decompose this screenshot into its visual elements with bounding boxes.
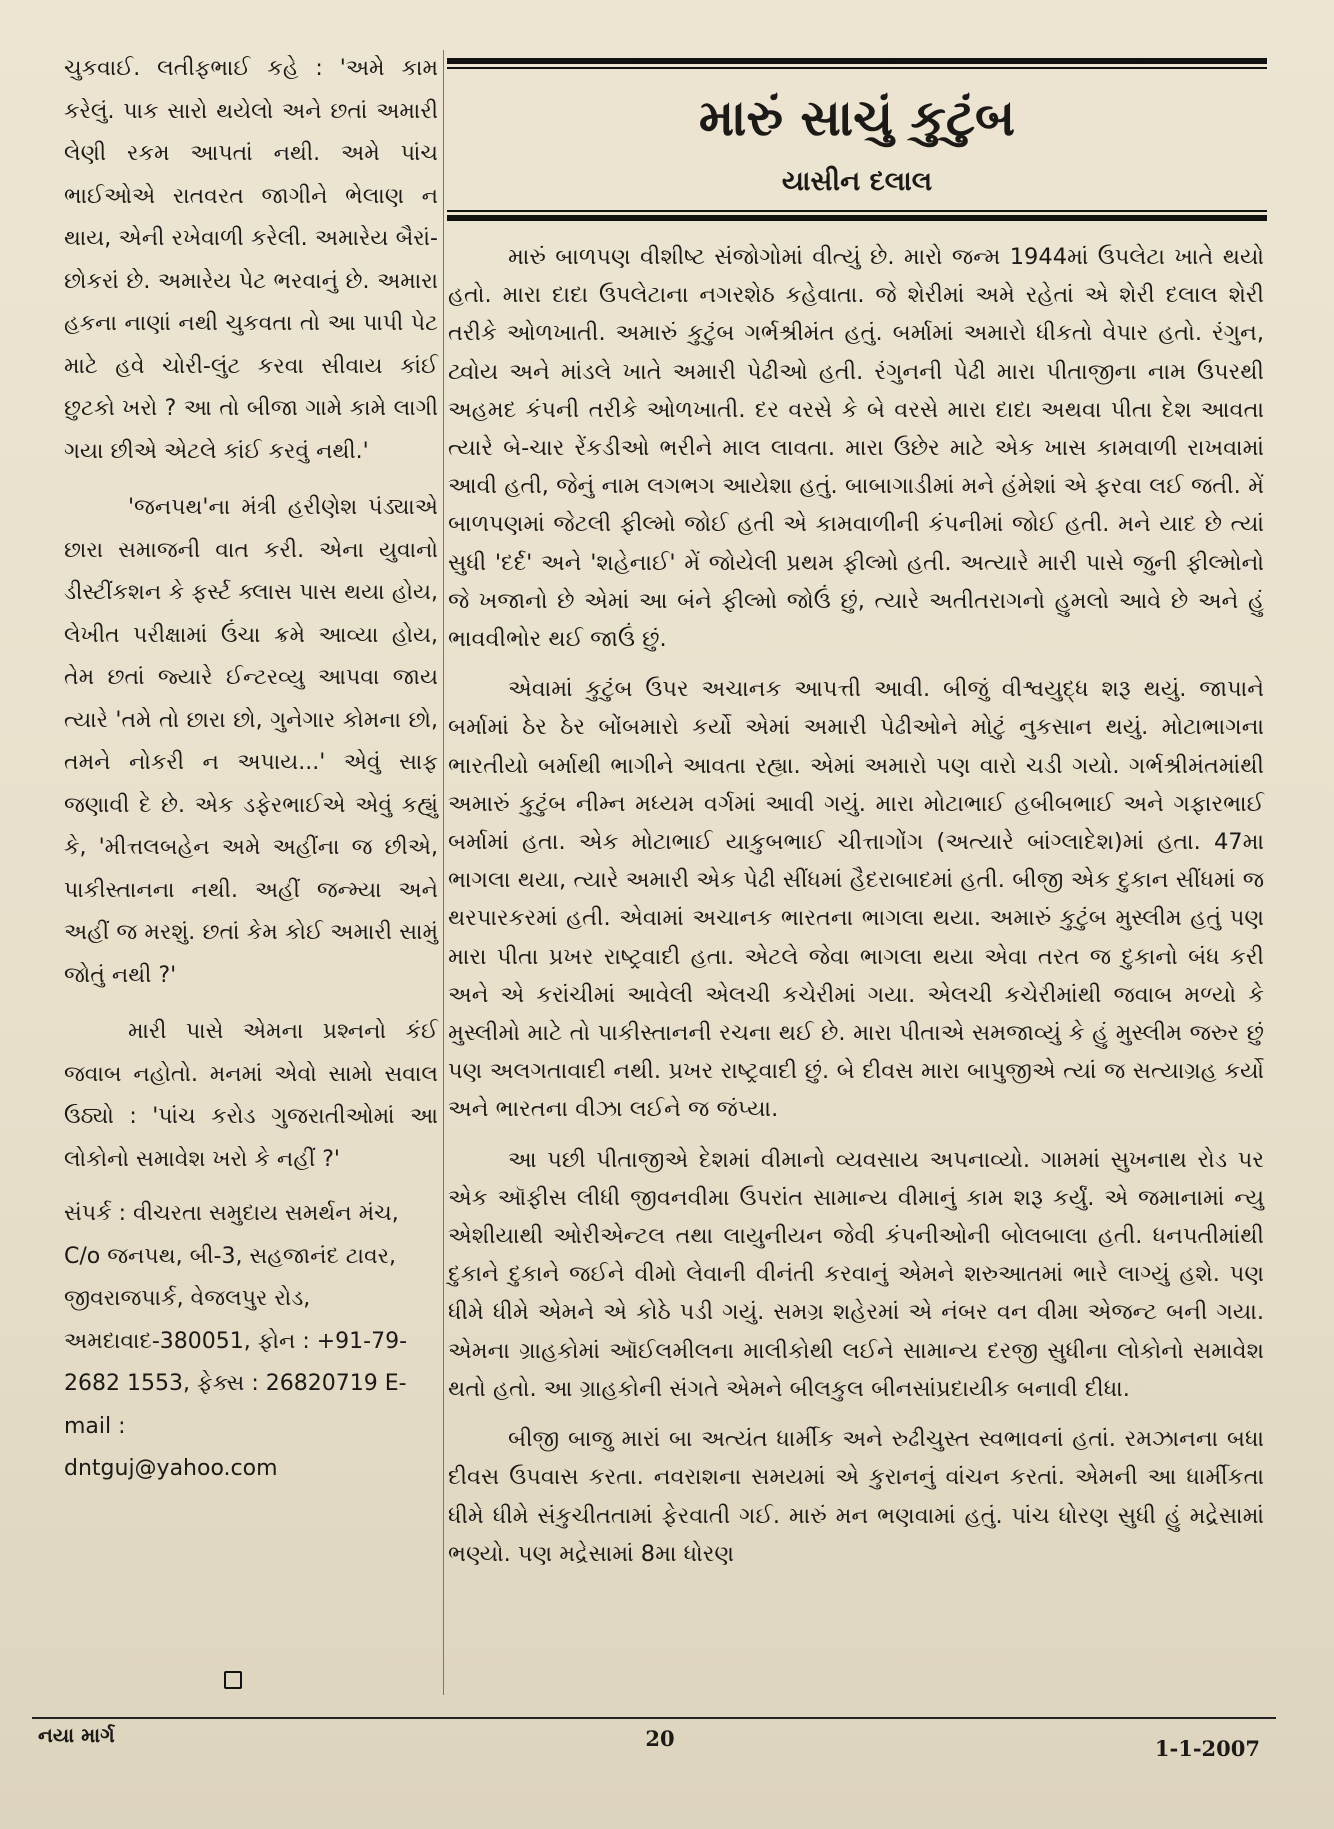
article-paragraph: આ પછી પીતાજીએ દેશમાં વીમાનો વ્યવસાય અપનાવ્યો. ગામમાં સુખનાથ રોડ પર એક ઑફીસ લીધી જીવનવીમા ઉપરાંત સામાન્ય વીમાનું કામ શરૂ કર્યું. એ જમાનામાં ન્યુ એશીયાથી ઓરીએન્ટલ તથા લાયુનીયન જેવી કંપનીઓની બોલબાલા હતી. ધનપતીમાંથી દુકાને દુકાને જઈને વીમો લેવાની વીનંતી કરવાનું એમને શરુઆતમાં ભારે લાગ્યું હશે. પણ ધીમે ધીમે એમને એ કોઠે પડી ગયું. સમગ્ર શહેરમાં એ નંબર વન વીમા એજન્ટ બની ગયા. એમના ગ્રાહકોમાં ઑઈલમીલના માલીકોથી લઈને સામાન્ય દરજી સુધીના લોકોનો સમાવેશ થતો હતો. આ ગ્રાહકોની સંગતે એમને બીલકુલ બીનસાંપ્રદાયીક બનાવી દીધા. [448,1146,1264,1402]
article-author: યાસીન દલાલ [781,166,933,197]
end-of-article-mark [224,1671,242,1689]
article-title: મારું સાચું કુટુંબ [698,89,1016,147]
page-number: 20 [645,1726,675,1751]
article-body [448,238,1264,1573]
article-paragraph: મારું બાળપણ વીશીષ્ટ સંજોગોમાં વીત્યું છે. મારો જન્મ 1944માં ઉપલેટા ખાતે થયો હતો. મારા દાદા ઉપલેટાના નગરશેઠ કહેવાતા. જે શેરીમાં અમે રહેતાં એ શેરી દલાલ શેરી તરીકે ઓળખાતી. અમારું કુટુંબ ગર્ભશ્રીમંત હતું. બર્મામાં અમારો ધીકતો વેપાર હતો. રંગુન, ટ્વોય અને માંડલે ખાતે અમારી પેઢીઓ હતી. રંગુનની પેઢી મારા પીતાજીના નામ ઉપરથી અહમદ કંપની તરીકે ઓળખાતી. દર વરસે કે બે વરસે મારા દાદા અથવા પીતા દેશ આવતા ત્યારે બે-ચાર રેંકડીઓ ભરીને માલ લાવતા. મારા ઉછેર માટે એક ખાસ કામવાળી રાખવામાં આવી હતી, જેનું નામ લગભગ આયેશા હતું. બાબાગાડીમાં મને હંમેશાં એ ફરવા લઈ જતી. મેં બાળપણમાં જેટલી ફીલ્મો જોઈ હતી એ કામવાળીની કંપનીમાં જોઈ હતી. મને યાદ છે ત્યાં સુધી 'દર્દ' અને 'શહેનાઈ' મેં જોયેલી પ્રથમ ફીલ્મો હતી. અત્યારે મારી પાસે જુની ફીલ્મોનો જે ખજાનો છે એમાં આ બંને ફીલ્મો જોઉં છું, ત્યારે અતીતરાગનો હુમલો આવે છે અને હું ભાવવીભોર થઈ જાઉં છું. [448,244,1264,653]
article-paragraph: એવામાં કુટુંબ ઉપર અચાનક આપત્તી આવી. બીજું વીશ્વયુદ્ધ શરૂ થયું. જાપાને બર્મામાં ઠેર ઠેર બોંબમારો કર્યો એમાં અમારી પેઢીઓને મોટું નુકસાન થયું. મોટાભાગના ભારતીયો બર્માથી ભાગીને આવતા રહ્યા. એમાં અમારો પણ વારો ચડી ગયો. ગર્ભશ્રીમંતમાંથી અમારું કુટુંબ નીમ્ન મધ્યમ વર્ગમાં આવી ગયું. મારા મોટાભાઈ હબીબભાઈ અને ગફારભાઈ બર્મામાં હતા. એક મોટાભાઈ યાકુબભાઈ ચીત્તાગોંગ (અત્યારે બાંગ્લાદેશ)માં હતા. 47મા ભાગલા થયા, ત્યારે અમારી એક પેઢી સીંધમાં હૈદરાબાદમાં હતી. બીજી એક દુકાન સીંધમાં જ થરપારકરમાં હતી. એવામાં અચાનક ભારતના ભાગલા થયા. અમારું કુટુંબ મુસ્લીમ હતું પણ મારા પીતા પ્રખર રાષ્ટ્રવાદી હતા. એટલે જેવા ભાગલા થયા એવા તરત જ દુકાનો બંધ કરી અને એ કરાંચીમાં આવેલી એલચી કચેરીમાં ગયા. એલચી કચેરીમાંથી જવાબ મળ્યો કે મુસ્લીમો માટે તો પાકીસ્તાનની રચના થઈ છે. મારા પીતાએ સમજાવ્યું કે હું મુસ્લીમ જરુર છું પણ અલગતાવાદી નથી. પ્રખર રાષ્ટ્રવાદી છું. બે દીવસ મારા બાપુજીએ ત્યાં જ સત્યાગ્રહ કર્યો અને ભારતના વીઝા લઈને જ જંપ્યા. [448,676,1264,1123]
title-rule-bottom [447,215,1267,221]
article-paragraph: બીજી બાજુ મારાં બા અત્યંત ધાર્મીક અને રુઢીચુસ્ત સ્વભાવનાં હતાં. રમઝાનના બધા દીવસ ઉપવાસ કરતા. નવરાશના સમયમાં એ કુરાનનું વાંચન કરતાં. એમની આ ધાર્મીકતા ધીમે ધીમે સંકુચીતતામાં ફેરવાતી ગઈ. મારું મન ભણવામાં હતું. પાંચ ધોરણ સુધી હું મદ્રેસામાં ભણ્યો. પણ મદ્રેસામાં 8મા ધોરણ [448,1426,1264,1567]
left-column [64,48,438,1491]
column-divider [443,50,444,1695]
contact-text: સંપર્ક : વીચરતા સમુદાય સમર્થન મંચ, C/o જનપથ, બી-3, સહજાનંદ ટાવર, જીવરાજપાર્ક, વેજલપુર રોડ, અમદાવાદ-380051, ફોન : +91-79-2682 1553, ફેક્સ : 26820719 E-mail : [64,1201,408,1439]
left-paragraph-1: ચુકવાઈ. લતીફભાઈ કહે : 'અમે કામ કરેલું. પાક સારો થયેલો અને છતાં અમારી લેણી રકમ આપતાં નથી. અમે પાંચ ભાઈઓએ રાતવરત જાગીને ભેલાણ ન થાય, એની રખેવાળી કરેલી. અમારેય બૈરાં-છોકરાં છે. અમારેય પેટ ભરવાનું છે. અમારા હકના નાણાં નથી ચુકવતા તો આ પાપી પેટ માટે હવે ચોરી-લુંટ કરવા સીવાય કાંઈ છુટકો ખરો ? આ તો બીજા ગામે કામે લાગી ગયા છીએ એટલે કાંઈ કરવું નથી.' [64,56,438,464]
issue-date: 1-1-2007 [1154,1736,1260,1761]
left-paragraph-3: મારી પાસે એમના પ્રશ્નનો કંઈ જવાબ નહોતો. મનમાં એવો સામો સવાલ ઉઠ્યો : 'પાંચ કરોડ ગુજરાતીઓમાં આ લોકોનો સમાવેશ ખરો કે નહીં ?' [64,1019,438,1172]
title-rule-top [447,58,1267,64]
footer-rule [32,1717,1276,1719]
contact-email: dntguj@yahoo.com [64,1456,278,1481]
title-rule-bottom-thin [447,210,1267,212]
contact-block [64,1193,438,1491]
magazine-name: નયા માર્ગ [38,1723,115,1747]
left-paragraph-2: 'જનપથ'ના મંત્રી હરીણેશ પંડ્યાએ છારા સમાજની વાત કરી. એના યુવાનો ડીસ્ટીંકશન કે ફર્સ્ટ ક્લાસ પાસ થયા હોય, લેખીત પરીક્ષામાં ઉંચા ક્રમે આવ્યા હોય, તેમ છતાં જ્યારે ઈન્ટરવ્યુ આપવા જાય ત્યારે 'તમે તો છારા છો, ગુનેગાર કોમના છો, તમને નોકરી ન અપાય...' એવું સાફ જણાવી દે છે. એક ડફેરભાઈએ એવું કહ્યું કે, 'મીત્તલબહેન અમે અહીંના જ છીએ, પાકીસ્તાનના નથી. અહીં જન્મ્યા અને અહીં જ મરશું. છતાં કેમ કોઈ અમારી સામું જોતું નથી ?' [64,495,438,988]
title-rule-top-thin [447,67,1267,69]
